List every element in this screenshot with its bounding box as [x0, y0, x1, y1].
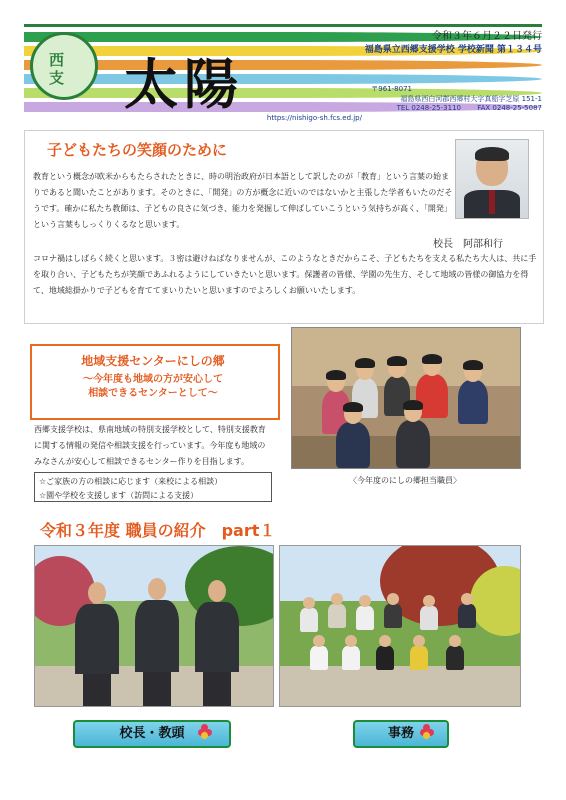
flower-icon	[420, 724, 434, 738]
support-center-title: 地域支援センターにしの郷	[81, 354, 225, 368]
office-label-text: 事務	[387, 726, 414, 741]
fax-number: FAX 0248-25-5087	[477, 104, 542, 112]
masthead-stripe	[24, 74, 542, 84]
service-item: ☆園や学校を支援します（訪問による支援）	[39, 491, 199, 500]
support-center-subtitle-2: 相談できるセンターとして～	[88, 388, 218, 399]
principal-message-paragraph-1: 教育という概念が欧米からもたらされたときに、時の明治政府が日本語として訳したのが「教育」という言葉の始まりであると聞いたことがあります。そのときに、「開発」の方が概念に近いのではないかと主張した学者もいたのだそうです。確かに私たち教師は、子どもの良さに気づき、能力を発掘して伸ばしていこうという気持ちが高く、「開発」という言葉もしっくりくるなと思います。	[33, 172, 453, 229]
office-staff-photo	[279, 545, 521, 707]
postal-code: 〒961-8071	[371, 85, 412, 93]
principal-vice-principal-photo	[34, 545, 274, 707]
school-issue-line: 福島県立西郷支援学校 学校新聞 第１３４号	[364, 45, 542, 55]
masthead-stripe	[24, 60, 542, 70]
service-item: ☆ご家族の方の相談に応じます（来校による相談）	[39, 477, 223, 486]
support-center-paragraph: 西郷支援学校は、県南地域の特別支援学校として、特別支援教育に関する情報の発信や相談支援を行っています。今年度も地域のみなさんが安心して相談できるセンター作りを目指します。	[34, 425, 266, 466]
support-center-title-box	[30, 344, 280, 420]
principal-vice-principal-label-text: 校長・教頭	[119, 726, 185, 741]
principal-signature: 校長 阿部和行	[433, 239, 503, 250]
logo-char-top: 西	[49, 51, 65, 69]
support-center-subtitle-1: ～今年度も地域の方が安心して	[83, 374, 223, 385]
support-staff-photo-caption: 〈今年度のにしの郷担当職員〉	[349, 476, 461, 485]
school-address: 福島県西白河郡西郷村大字真船字芝原 151-1	[400, 95, 542, 103]
support-staff-photo	[291, 327, 521, 469]
issue-date: 令和３年６月２２日発行	[432, 31, 542, 42]
school-url[interactable]: https://nishigo-sh.fcs.ed.jp/	[266, 114, 362, 122]
contact-line	[397, 104, 542, 112]
principal-message-section	[24, 130, 544, 324]
principal-message-paragraph-2: コロナ禍はしばらく続くと思います。３密は避けねばなりませんが、このようなときだからこそ、子どもたちを支える私たち大人は、共に手を取り合い、子どもたちが笑顔であふれるようにしていきたいと思います。保護者の皆様、学園の先生方、そして地域の皆様の御協力を得て、地域総掛かりで子どもを育ててまいりたいと思いますのでよろしくお願いいたします。	[33, 254, 537, 295]
principal-photo	[455, 139, 529, 219]
newsletter-title: 太陽	[124, 52, 244, 116]
school-logo	[30, 32, 98, 100]
flower-icon	[198, 724, 212, 738]
support-services-box	[34, 472, 272, 502]
phone-number: TEL 0248-25-3110	[396, 104, 461, 112]
office-label	[353, 720, 449, 748]
principal-message-heading: 子どもたちの笑顔のために	[47, 141, 228, 159]
staff-intro-heading: 令和３年度 職員の紹介 part１	[40, 521, 276, 540]
masthead	[24, 24, 542, 122]
logo-char-bottom: 支	[49, 69, 65, 87]
